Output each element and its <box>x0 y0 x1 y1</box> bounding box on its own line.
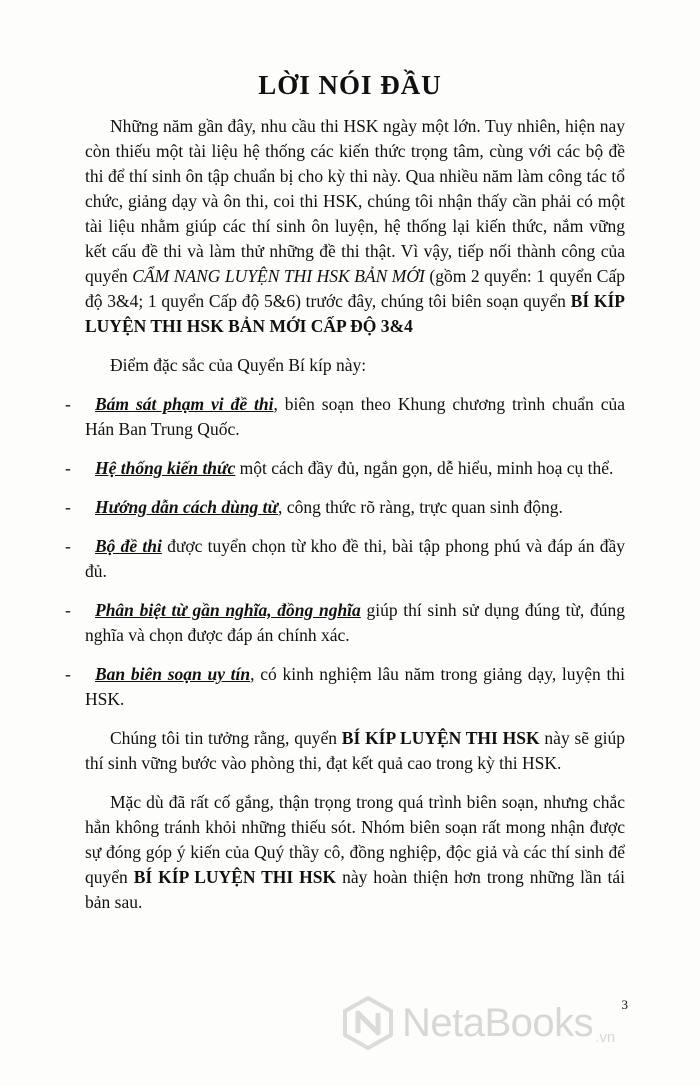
belief-text-2: này sẽ giúp thí sinh vững bước vào phòng thi, đạt kết quả cao trong kỳ thi HSK. <box>85 728 625 773</box>
intro-italic-title: CẨM NANG LUYỆN THI HSK BẢN MỚI <box>132 266 425 286</box>
page-title: LỜI NÓI ĐẦU <box>258 70 442 100</box>
watermark-suffix: .vn <box>595 1029 616 1046</box>
feature-item <box>65 456 625 481</box>
closing-text-1: Mặc dù đã rất cố gắng, thận trọng trong quá trình biên soạn, nhưng chắc hẳn không tránh khỏi những thiếu sót. Nhóm biên soạn rất mong nhận được sự đóng góp ý kiến của Quý thầy cô, đồng nghiệp, độc giả và các thí sinh để quyển <box>85 792 625 887</box>
netabooks-logo-icon <box>340 995 396 1051</box>
bullet-dash: - <box>65 458 71 478</box>
intro-text-1: Những năm gần đây, nhu cầu thi HSK ngày một lớn. Tuy nhiên, hiện nay còn thiếu một tài liệu hệ thống các kiến thức trọng tâm, cùng với các bộ đề thi để thí sinh ôn tập chuẩn bị cho kỳ thi này. Qua nhiều năm làm công tác tổ chức, giảng dạy và ôn thi, coi thi HSK, chúng tôi nhận thấy cần phải có một tài liệu nhằm giúp các thí sinh ôn luyện, hệ thống lại kiến thức, nắm vững kết cấu đề thi và làm thử những đề thi thật. Vì vậy, tiếp nối thành công của quyển <box>85 116 625 286</box>
bullet-dash: - <box>65 536 71 556</box>
intro-paragraph <box>85 114 625 339</box>
feature-lead: Bộ đề thi <box>95 536 162 556</box>
belief-paragraph <box>85 726 625 776</box>
feature-text: , công thức rõ ràng, trực quan sinh động. <box>278 497 563 517</box>
belief-text-1: Chúng tôi tin tưởng rằng, quyển <box>110 728 342 748</box>
intro-bold-title: BÍ KÍP LUYỆN THI HSK BẢN MỚI CẤP ĐỘ 3&4 <box>85 291 625 336</box>
feature-lead: Bám sát phạm vi đề thi <box>95 394 274 414</box>
feature-item <box>65 392 625 442</box>
feature-lead: Hệ thống kiến thức <box>95 458 236 478</box>
belief-bold: BÍ KÍP LUYỆN THI HSK <box>341 728 540 748</box>
feature-lead: Hướng dẫn cách dùng từ <box>95 497 279 517</box>
feature-item <box>65 534 625 584</box>
closing-text-2: này hoàn thiện hơn trong những lần tái bản sau. <box>85 867 625 912</box>
bullet-dash: - <box>65 497 71 517</box>
bullet-dash: - <box>65 664 71 684</box>
bullet-dash: - <box>65 394 71 414</box>
closing-bold: BÍ KÍP LUYỆN THI HSK <box>133 867 337 887</box>
feature-item <box>65 662 625 712</box>
feature-lead: Phân biệt từ gần nghĩa, đồng nghĩa <box>95 600 361 620</box>
feature-text: , có kinh nghiệm lâu năm trong giảng dạy, luyện thi HSK. <box>85 664 625 709</box>
closing-paragraph <box>85 790 625 915</box>
feature-text: , biên soạn theo Khung chương trình chuẩn của Hán Ban Trung Quốc. <box>85 394 625 439</box>
feature-text: một cách đầy đủ, ngắn gọn, dễ hiểu, minh hoạ cụ thể. <box>235 458 614 478</box>
feature-text: giúp thí sinh sử dụng đúng từ, đúng nghĩa và chọn được đáp án chính xác. <box>85 600 625 645</box>
feature-item <box>65 495 625 520</box>
netabooks-watermark <box>340 988 680 1058</box>
page-number: 3 <box>621 997 628 1012</box>
intro-text-2: (gồm 2 quyển: 1 quyển Cấp độ 3&4; 1 quyển Cấp độ 5&6) trước đây, chúng tôi biên soạn quyển <box>85 266 625 311</box>
bullet-dash: - <box>65 600 71 620</box>
feature-lead: Ban biên soạn uy tín <box>95 664 251 684</box>
watermark-text: NetaBooks <box>402 1000 594 1045</box>
feature-text: được tuyển chọn từ kho đề thi, bài tập phong phú và đáp án đầy đủ. <box>85 536 625 581</box>
feature-item <box>65 598 625 648</box>
features-heading: Điểm đặc sắc của Quyển Bí kíp này: <box>110 355 367 375</box>
preface-body <box>65 114 625 915</box>
